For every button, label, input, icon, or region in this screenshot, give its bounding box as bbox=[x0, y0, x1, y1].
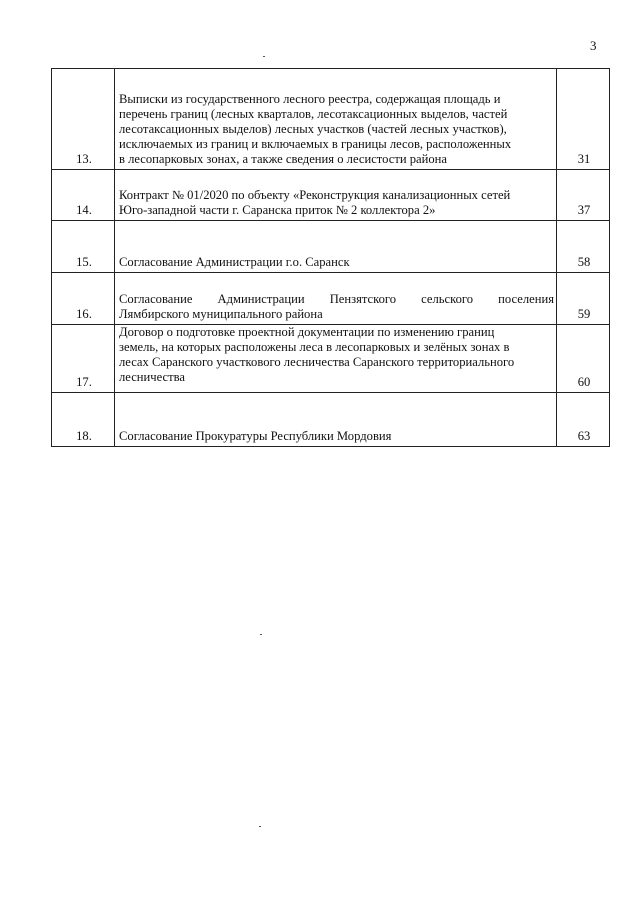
title-line: Договор о подготовке проектной документации по изменению границ bbox=[119, 325, 495, 339]
scan-speck bbox=[260, 634, 262, 635]
row-page: 31 bbox=[557, 69, 610, 170]
row-title bbox=[115, 393, 557, 447]
scan-speck bbox=[263, 56, 265, 57]
row-page: 60 bbox=[557, 325, 610, 393]
table-row bbox=[52, 170, 610, 221]
title-line: в лесопарковых зонах, а также сведения о лесистости района bbox=[119, 152, 447, 166]
row-title bbox=[115, 69, 557, 170]
row-number: 16. bbox=[52, 273, 115, 325]
title-line: лесничества bbox=[119, 370, 185, 384]
title-line: лесах Саранского участкового лесничества Саранского территориального bbox=[119, 355, 515, 369]
table-row bbox=[52, 69, 610, 170]
row-page: 58 bbox=[557, 221, 610, 273]
scan-speck bbox=[259, 826, 261, 827]
title-line: Юго-западной части г. Саранска приток № 2 коллектора 2» bbox=[119, 203, 436, 217]
row-number: 13. bbox=[52, 69, 115, 170]
row-number: 18. bbox=[52, 393, 115, 447]
row-title bbox=[115, 273, 557, 325]
title-line: Лямбирского муниципального района bbox=[119, 307, 323, 321]
table-row bbox=[52, 273, 610, 325]
title-line: перечень границ (лесных кварталов, лесотаксационных выделов, частей bbox=[119, 107, 508, 121]
table-row bbox=[52, 221, 610, 273]
title-line: лесотаксационных выделов) лесных участков (частей лесных участков), bbox=[119, 122, 507, 136]
row-page: 59 bbox=[557, 273, 610, 325]
row-title bbox=[115, 170, 557, 221]
title-line: Контракт № 01/2020 по объекту «Реконструкция канализационных сетей bbox=[119, 188, 511, 202]
title-line: Согласование Администрации Пензятского сельского поселения bbox=[119, 292, 554, 306]
row-title bbox=[115, 325, 557, 393]
title-line: Согласование Администрации г.о. Саранск bbox=[119, 255, 350, 269]
title-line: Выписки из государственного лесного реестра, содержащая площадь и bbox=[119, 92, 501, 106]
contents-table bbox=[51, 68, 610, 447]
table-row bbox=[52, 325, 610, 393]
row-number: 14. bbox=[52, 170, 115, 221]
title-line: земель, на которых расположены леса в лесопарковых и зелёных зонах в bbox=[119, 340, 510, 354]
row-number: 17. bbox=[52, 325, 115, 393]
title-line: Согласование Прокуратуры Республики Мордовия bbox=[119, 429, 392, 443]
table-row bbox=[52, 393, 610, 447]
page-number: 3 bbox=[590, 38, 597, 53]
row-page: 37 bbox=[557, 170, 610, 221]
row-number: 15. bbox=[52, 221, 115, 273]
row-title bbox=[115, 221, 557, 273]
row-page: 63 bbox=[557, 393, 610, 447]
title-line: исключаемых из границ и включаемых в границы лесов, расположенных bbox=[119, 137, 512, 151]
